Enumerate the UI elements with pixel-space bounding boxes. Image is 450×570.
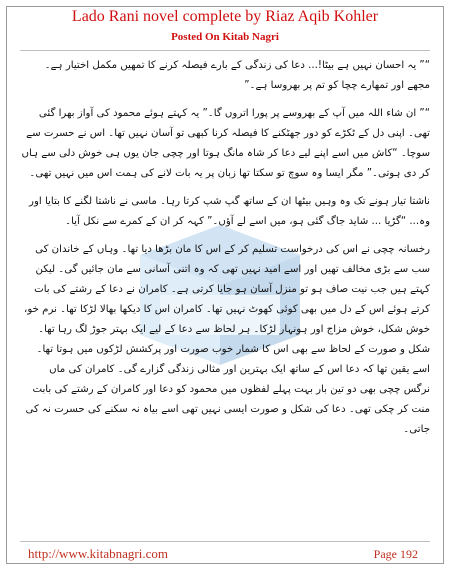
footer-divider	[20, 541, 430, 542]
paragraph: رخسانہ چچی نے اس کی درخواست تسلیم کر کے اس کا مان بڑھا دیا تھا۔ وہاں کے خاندان کی سب سے بڑی مخالف تھیں اور اسے امید نہیں تھی کہ وہ اتنی آسانی سے مان جائیں گی۔ لیکن کہتے ہیں جب نیت صاف ہو تو منزل آسان ہو جایا کرتی ہے۔ کامران نے دعا کے رشتے کی بات کرتے ہوئے اس کے دل میں بھی کوئی کھوٹ نہیں تھا۔ کامران اس کا دیکھا بھالا لڑکا تھا۔ نرم خو، خوش شکل، خوش مزاج اور ہونہار لڑکا۔ ہر لحاظ سے دعا کے لیے ایک بہتر جوڑ لگ رہا تھا۔ شکل و صورت کے لحاظ سے بھی اس کا شمار خوب صورت اور پرکشش لڑکوں میں ہوتا تھا۔ اسے یقین تھا کہ دعا اس کے ساتھ ایک بہترین اور مثالی زندگی گزارے گی۔ کامران کی ماں نرگس چچی بھی دو تین بار بہت پہلے لفظوں میں محمود کو دعا اور کامران کے رشتے کی بابت منت کر چکی تھی۔ دعا کی شکل و صورت ایسی نہیں تھی اسے بیاہ نہ سکنے کی حسرت نہ کی جاتی۔	[24, 244, 430, 435]
story-text	[20, 56, 430, 536]
page-title: Lado Rani novel complete by Riaz Aqib Kohler	[71, 8, 379, 25]
paragraph: “” ان شاء اللہ میں آپ کے بھروسے پر پورا اتروں گا۔” یہ کہتے ہوئے محمود کی آواز بھرا گئی تھی۔ اپنی دل کے ٹکڑے کو دور جھٹکنے کا فیصلہ کرنا کبھی تو آسان نہیں تھا۔ اس نے حسرت سے سوچا۔ “کاش میں اسے اپنے لیے دعا کر شاہ مانگ ہوتا اور چچی جان یوں ہی خوش دلی سے ہاں کر دی ہوتی۔” مگر ایسا وہ سوچ تو سکتا تھا زبان پر یہ بات لانے کی ہمت اس میں نہیں تھی۔	[21, 108, 430, 179]
website-link[interactable]: http://www.kitabnagri.com	[28, 546, 168, 561]
header-divider	[20, 50, 430, 51]
paragraph: ناشتا تیار ہونے تک وہ وہیں بیٹھا ان کے ساتھ گپ شپ کرتا رہا۔ ماسی نے ناشتا لگنے کا بتایا اور وہ... “گڑیا ... شاید جاگ گئی ہو، میں اسے لے آؤں۔” کہہ کر ان کے کمرے سے نکل آیا۔	[29, 196, 430, 227]
page-subtitle: Posted On Kitab Nagri	[171, 31, 279, 43]
paragraph: “” یہ احسان نہیں ہے بیٹا!... دعا کی زندگی کے بارے فیصلہ کرنے کا تمھیں مکمل اختیار ہے۔ مجھے اور تمھارے چچا کو تم پر بھروسا ہے۔”	[44, 60, 430, 91]
page-number: Page 192	[373, 547, 418, 561]
